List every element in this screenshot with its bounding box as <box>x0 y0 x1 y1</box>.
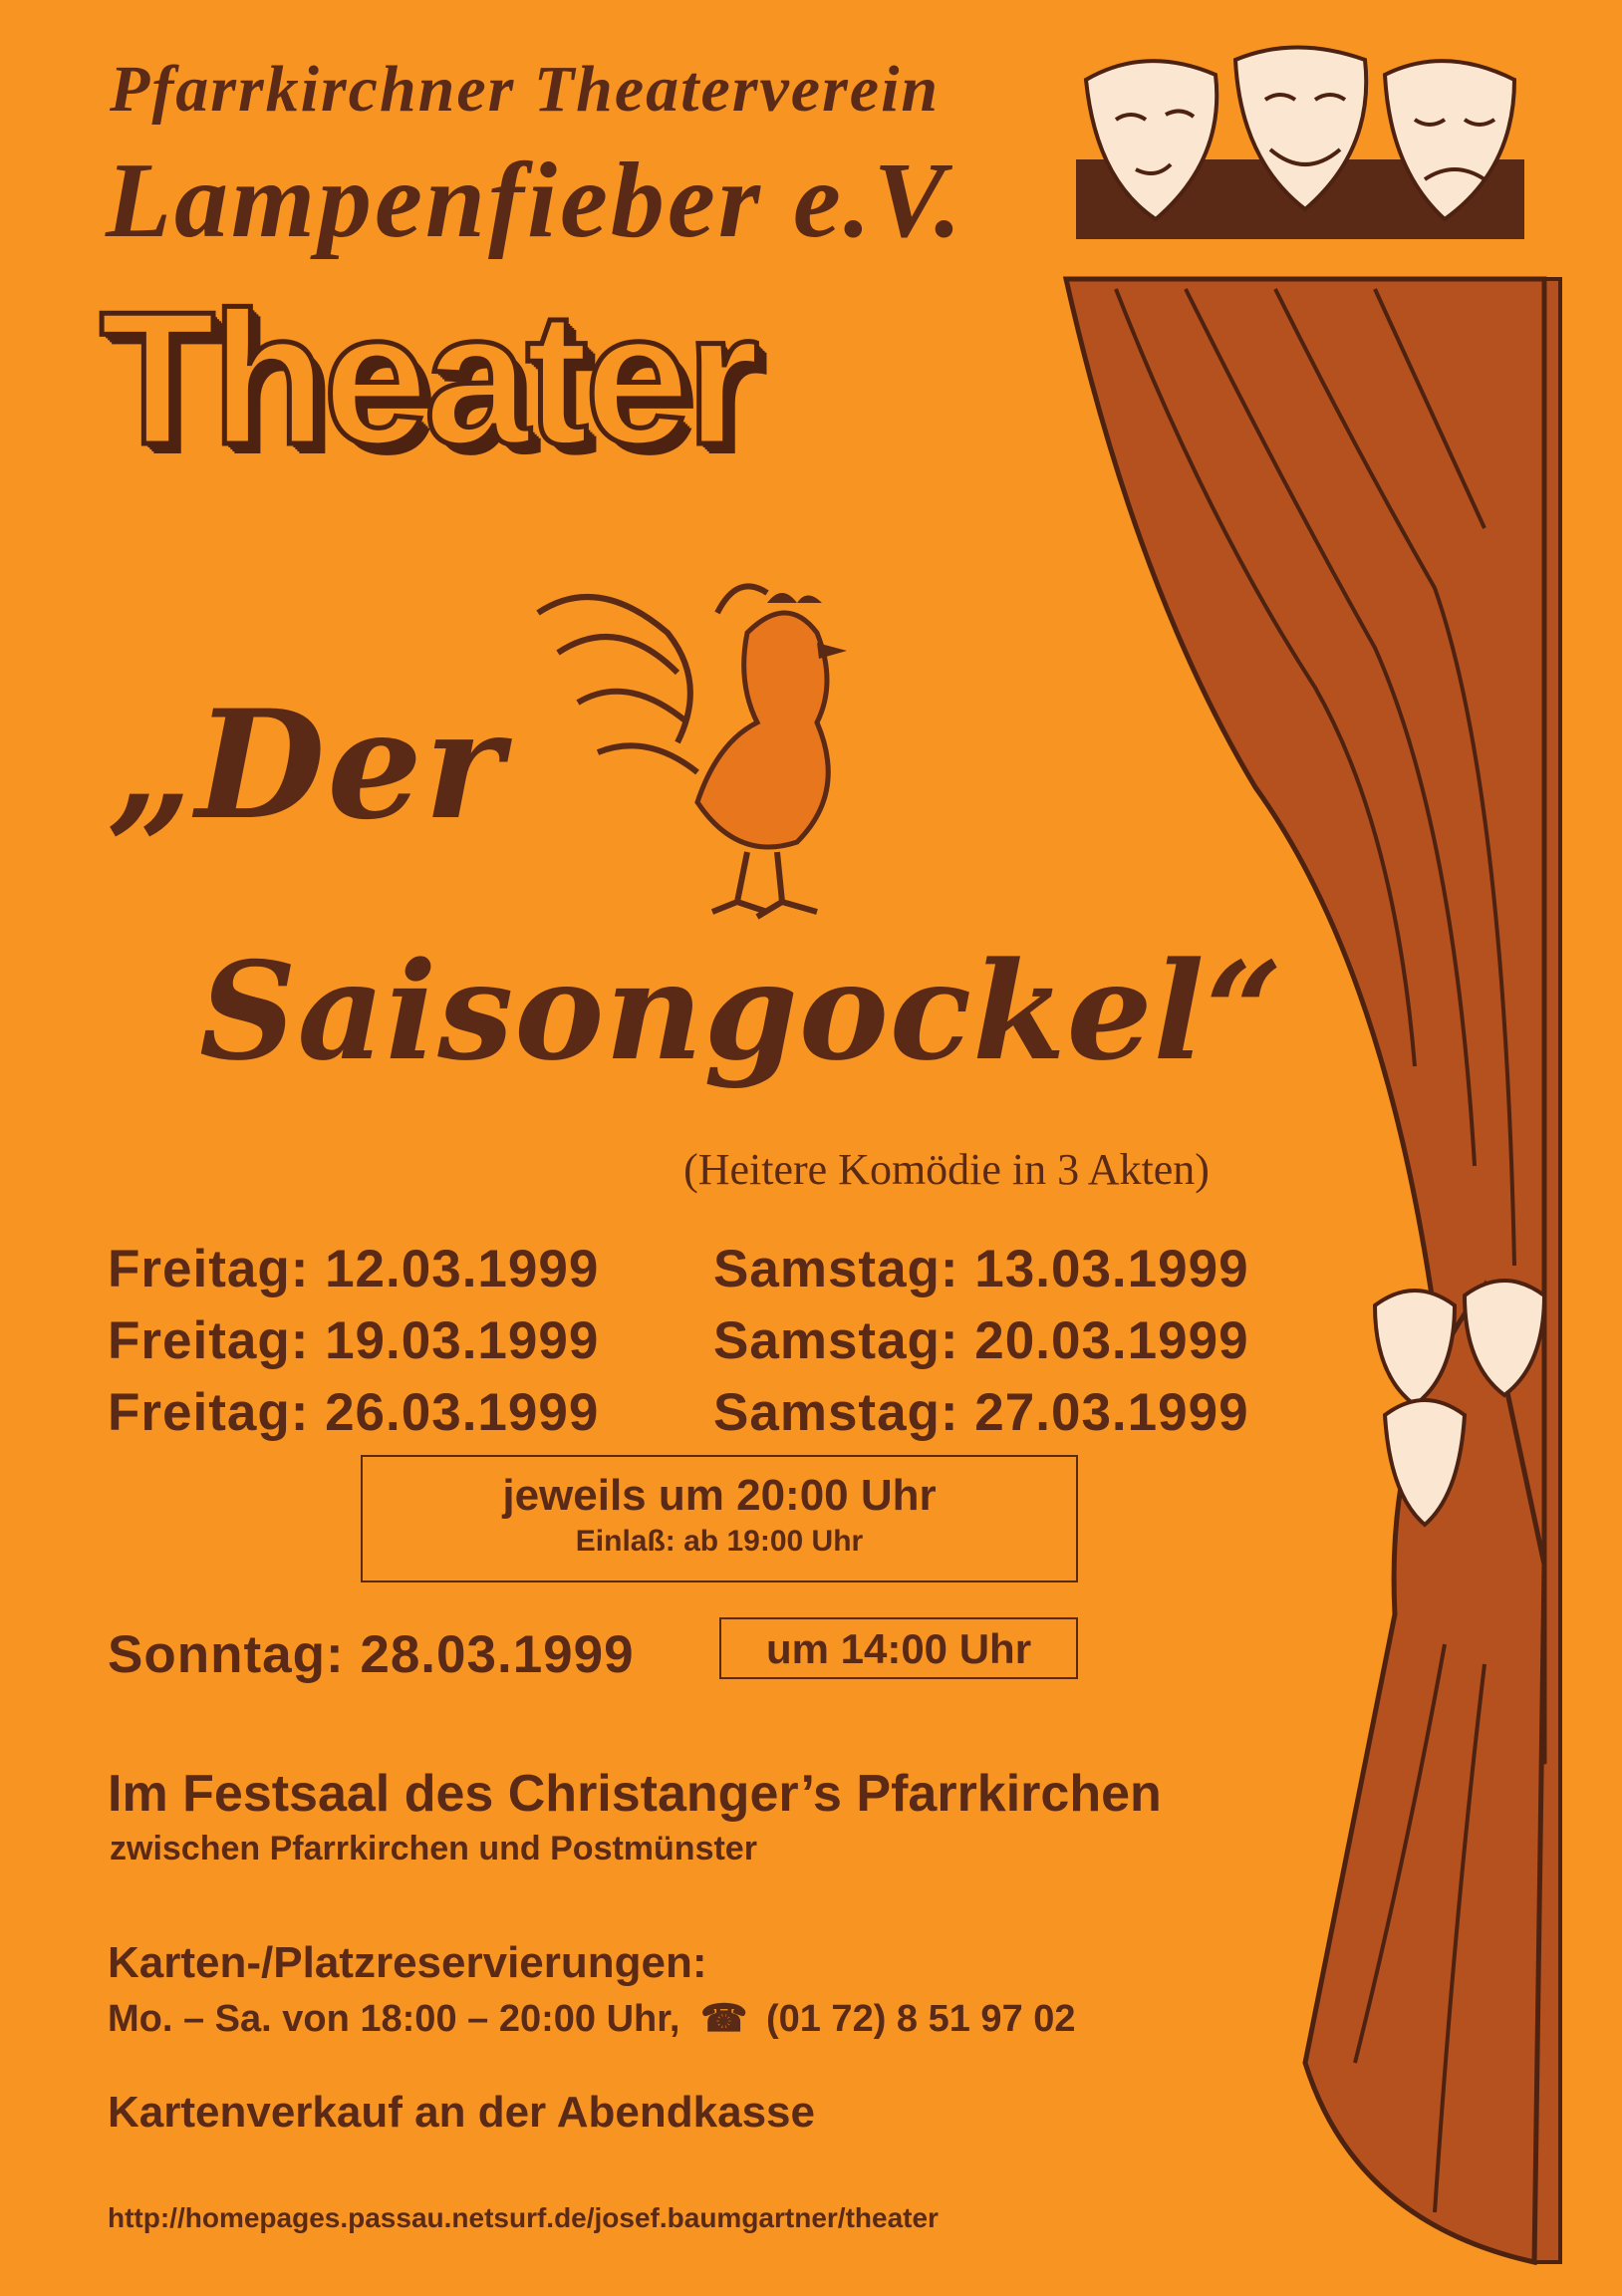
evening-time-box <box>361 1455 1078 1582</box>
reservations-line <box>108 1996 1076 2041</box>
verein-name: Pfarrkirchner Theaterverein <box>110 53 941 126</box>
date-friday-1: Freitag: 12.03.1999 <box>108 1240 600 1298</box>
play-subtitle-text: (Heitere Komödie in 3 Akten) <box>683 1145 1210 1194</box>
rooster-illustration <box>518 573 897 922</box>
box-office: Kartenverkauf an der Abendkasse <box>108 2088 815 2137</box>
date-friday-2: Freitag: 19.03.1999 <box>108 1311 600 1370</box>
play-title-line1: „Der <box>108 678 505 853</box>
entry-time: Einlaß: ab 19:00 Uhr <box>575 1525 864 1558</box>
group-name: Lampenfieber e.V. <box>106 142 964 260</box>
date-saturday-3: Samstag: 27.03.1999 <box>713 1383 1249 1442</box>
sunday-time: um 14:00 Uhr <box>765 1625 1032 1672</box>
venue-name: Im Festsaal des Christanger’s Pfarrkirchen <box>108 1765 1162 1823</box>
reservations-heading: Karten-/Platzreservierungen: <box>108 1938 707 1987</box>
theater-heading: Theater <box>100 273 756 484</box>
date-saturday-1: Samstag: 13.03.1999 <box>713 1240 1249 1298</box>
sunday-time-box <box>719 1617 1078 1679</box>
evening-time: jeweils um 20:00 Uhr <box>502 1471 937 1520</box>
telephone-icon: ☎ <box>700 1998 748 2040</box>
theater-masks-icon <box>1076 40 1534 249</box>
sunday-date: Sonntag: 28.03.1999 <box>108 1625 635 1684</box>
play-subtitle <box>0 1144 1494 1195</box>
reservations-hours: Mo. – Sa. von 18:00 – 20:00 Uhr, <box>108 1998 680 2040</box>
reservations-phone: (01 72) 8 51 97 02 <box>765 1998 1076 2040</box>
play-title-line2: Saisongockel“ <box>199 932 1284 1090</box>
date-saturday-2: Samstag: 20.03.1999 <box>713 1311 1249 1370</box>
venue-location: zwischen Pfarrkirchen und Postmünster <box>110 1830 757 1867</box>
website-url[interactable]: http://homepages.passau.netsurf.de/josef.baumgartner/theater <box>108 2202 939 2233</box>
date-friday-3: Freitag: 26.03.1999 <box>108 1383 600 1442</box>
